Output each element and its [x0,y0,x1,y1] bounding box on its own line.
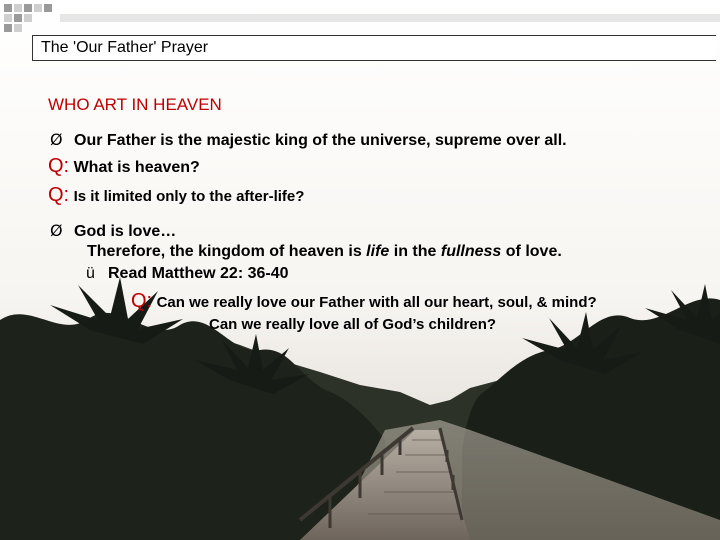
decor-square [34,4,42,12]
question-item [48,184,304,207]
decor-square [14,4,22,12]
check-text: Read Matthew 22: 36-40 [108,265,289,282]
question-text: What is heaven? [73,159,200,176]
slide-title: The 'Our Father' Prayer [41,39,209,56]
question-label: Q: [131,290,153,312]
emphasis-fullness: fullness [440,243,502,260]
decor-square [4,24,12,32]
arrow-bullet-icon: Ø [50,130,63,149]
decor-square [4,4,12,12]
decor-square [4,14,12,22]
bullet-text: Our Father is the majestic king of the universe, supreme over all. [74,132,567,149]
decor-square [44,4,52,12]
decor-square [14,24,22,32]
decor-square [24,14,32,22]
check-item [86,265,289,283]
body-text-part: in the [389,243,441,260]
slide-title-bar [32,35,716,61]
decor-square [24,4,32,12]
question-item [48,155,200,178]
section-heading: WHO ART IN HEAVEN [48,95,222,114]
body-text-part: of love. [501,243,562,260]
question-label: Q: [48,155,70,177]
question-item [131,290,597,313]
decor-square [60,14,720,22]
bullet-item [50,130,567,150]
body-text-part: Therefore, the kingdom of heaven is [87,243,367,260]
question-text: Is it limited only to the after-life? [73,188,305,205]
body-text [87,243,562,261]
emphasis-life: life [366,243,390,260]
bullet-text: God is love… [74,223,177,240]
question-text-continued: Can we really love all of God’s children? [209,316,497,333]
bullet-item [50,221,176,241]
checkmark-icon: ü [86,265,95,282]
question-label: Q: [48,184,70,206]
decor-square [14,14,22,22]
arrow-bullet-icon: Ø [50,221,63,240]
question-text: Can we really love our Father with all our heart, soul, & mind? [156,294,597,311]
